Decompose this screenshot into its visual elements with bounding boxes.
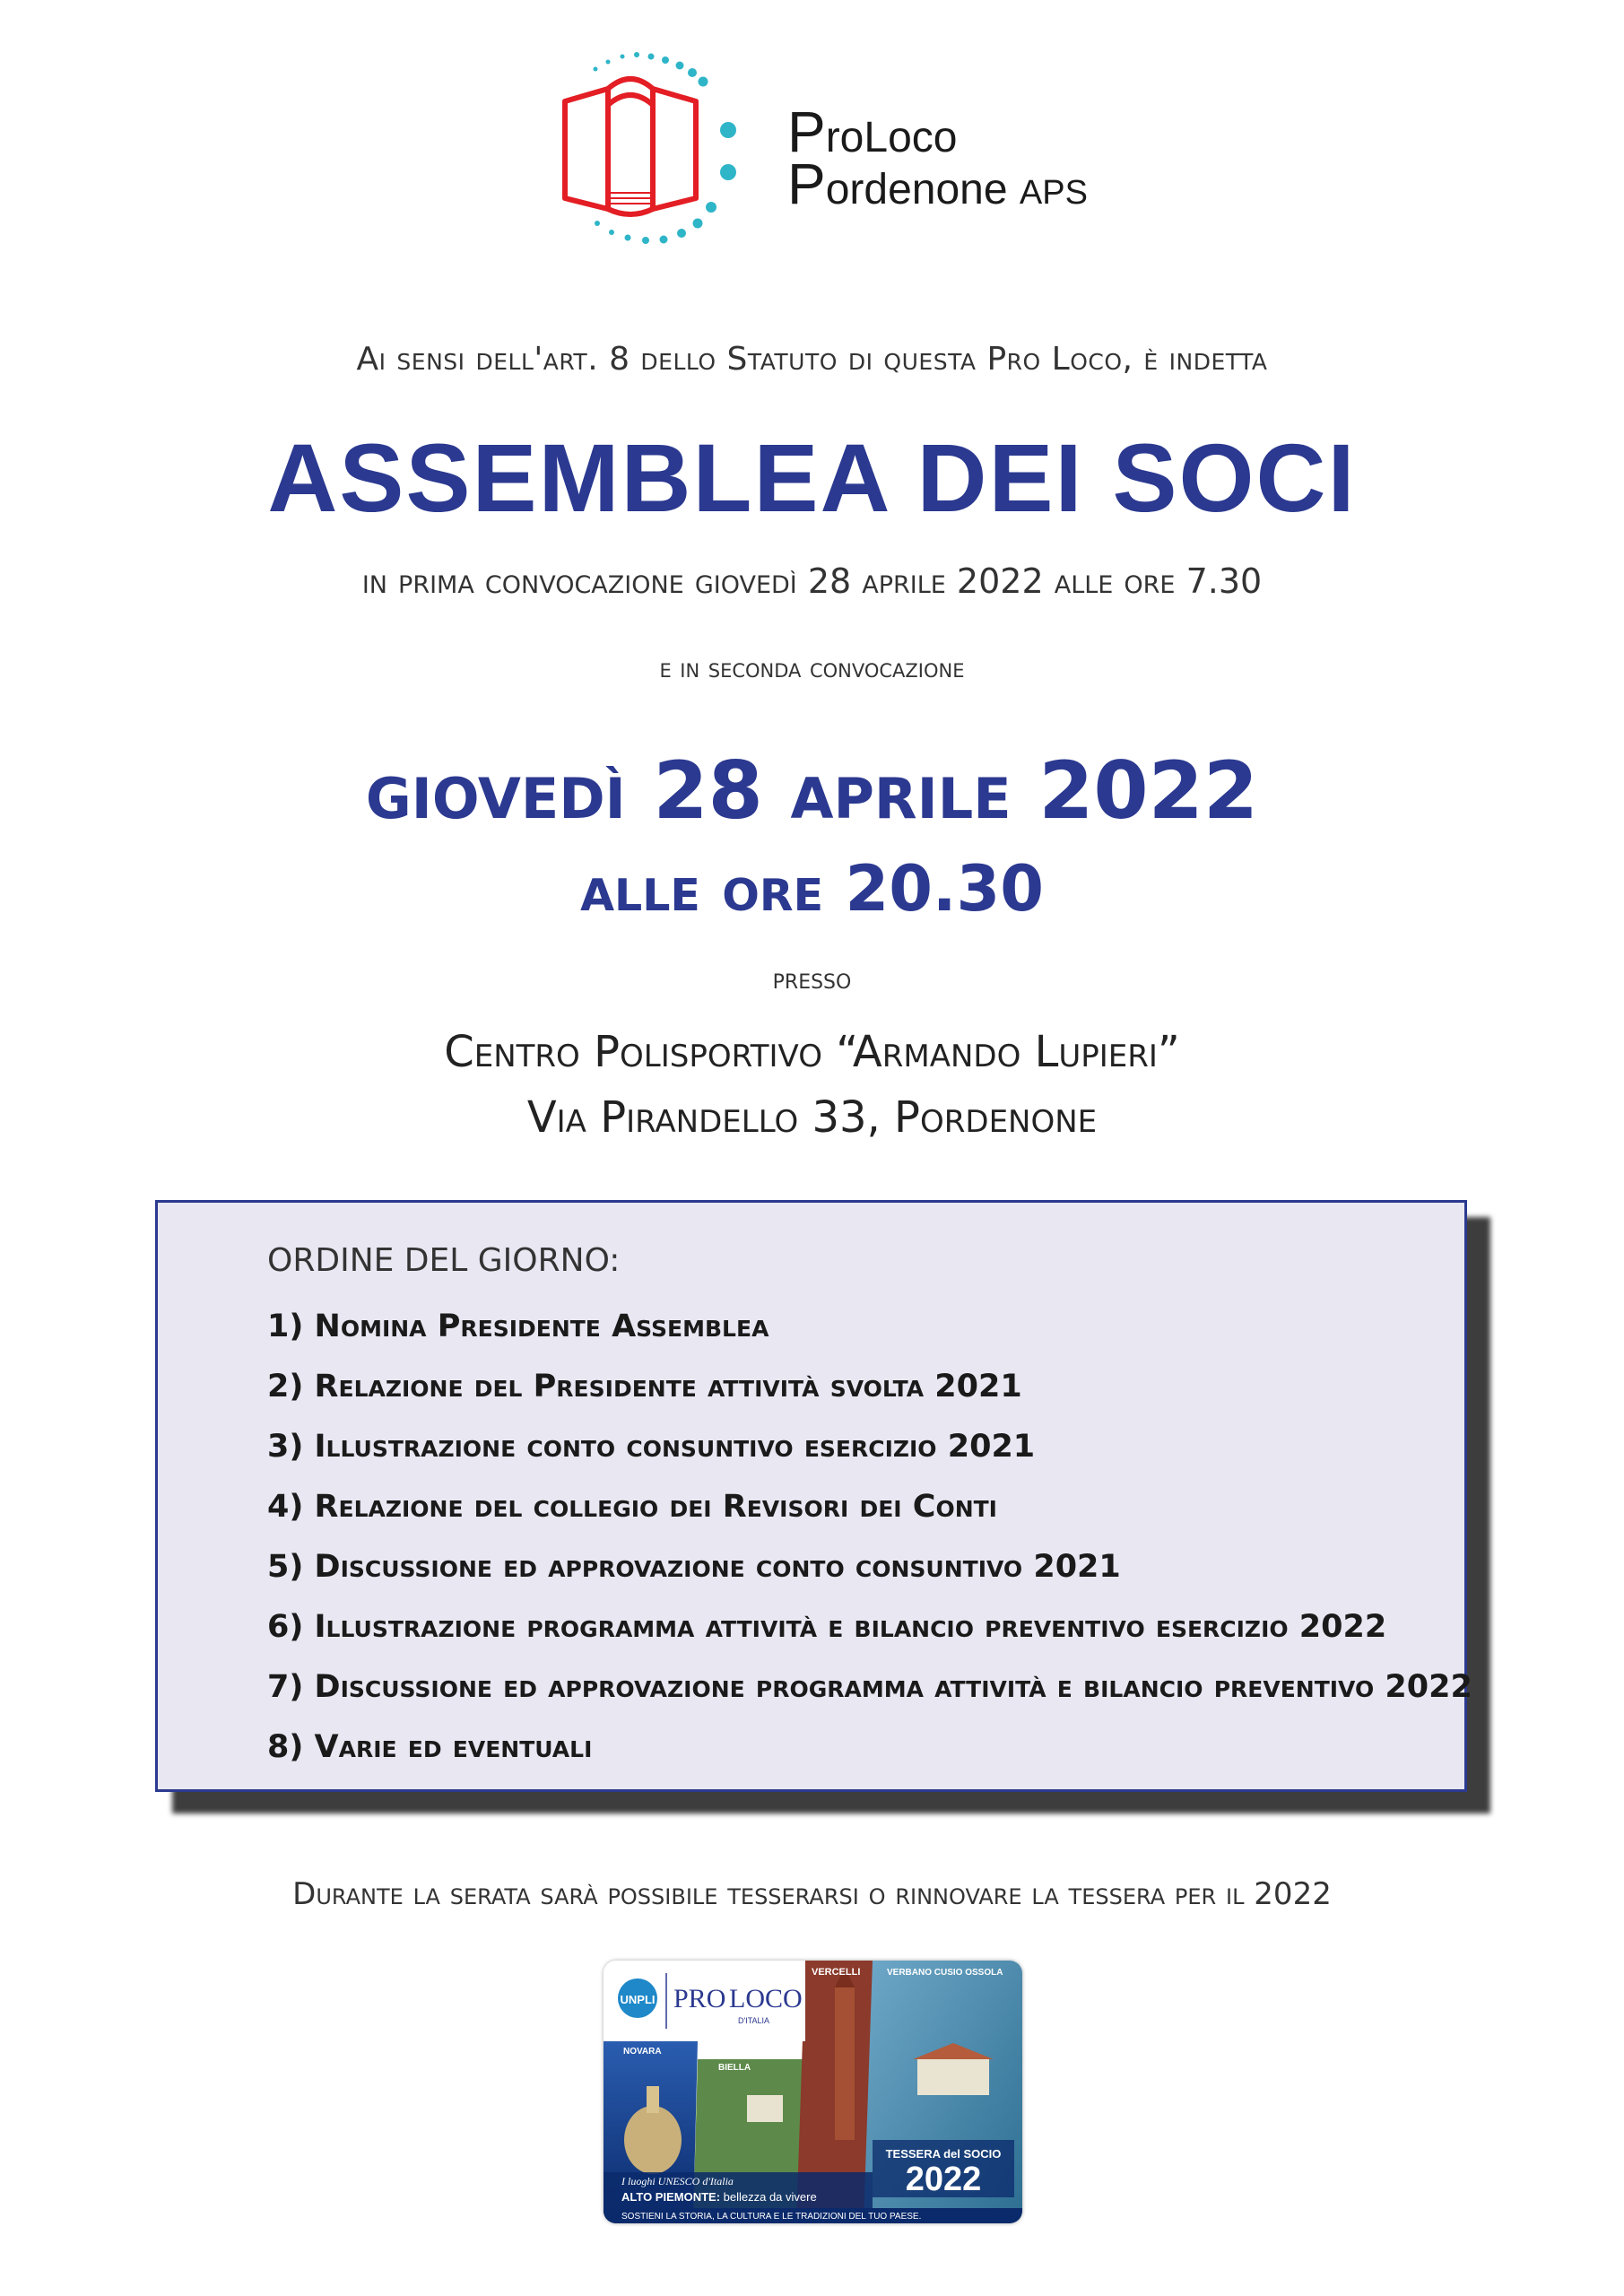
membership-note: Durante la serata sarà possibile tesserarsi o rinnovare la tessera per il 2022: [292, 1876, 1332, 1912]
unesco-text: I luoghi UNESCO d'Italia: [621, 2175, 734, 2187]
book-dots-icon: [554, 49, 778, 256]
agenda-item: 3) Illustrazione conto consuntivo esercizio 2021: [267, 1429, 1036, 1465]
region-label: VERCELLI: [812, 1967, 861, 1978]
agenda-item: 4) Relazione del collegio dei Revisori dei Conti: [267, 1489, 997, 1525]
membership-card-image: [604, 1961, 1022, 2223]
tessera-year: 2022: [905, 2161, 982, 2198]
alto-piemonte-bold: ALTO PIEMONTE: bellezza da vivere: [621, 2190, 817, 2204]
logo-initial-p1: P: [787, 100, 826, 164]
first-convocation-text: in prima convocazione giovedì 28 aprile 2022 alle ore 7.30: [361, 561, 1263, 601]
agenda-item: 7) Discussione ed approvazione programma attività e bilancio preventivo 2022: [267, 1669, 1472, 1705]
presso-label: presso: [772, 961, 852, 996]
logo-aps-text: APS: [1019, 174, 1088, 212]
region-label: NOVARA: [623, 2047, 662, 2057]
unpli-text: UNPLI: [620, 1993, 656, 2006]
cathedral-tower: [835, 1987, 855, 2140]
region-label: BIELLA: [718, 2063, 751, 2073]
agenda-item: 2) Relazione del Presidente attività svolta 2021: [267, 1369, 1022, 1405]
agenda-item: 1) Nomina Presidente Assemblea: [267, 1309, 769, 1344]
agenda-box: [155, 1200, 1472, 1792]
second-convocation-text: e in seconda convocazione: [659, 653, 965, 684]
agenda-item: 6) Illustrazione programma attività e bilancio preventivo esercizio 2022: [267, 1609, 1387, 1645]
intro-text: Ai sensi dell'art. 8 dello Statuto di questa Pro Loco, è indetta: [356, 341, 1268, 378]
meeting-time: alle ore 20.30: [580, 852, 1044, 926]
agenda-list: [267, 1297, 1472, 1778]
venue-address: Via Pirandello 33, Pordenone: [526, 1092, 1098, 1143]
card-ditalia-text: D'ITALIA: [738, 2016, 770, 2025]
region-label: VERBANO CUSIO OSSOLA: [887, 1968, 1003, 1978]
agenda-item: 5) Discussione ed approvazione conto consuntivo 2021: [267, 1549, 1121, 1585]
agenda-title: ORDINE DEL GIORNO:: [267, 1242, 621, 1279]
logo-proloco-text: roLoco: [825, 114, 958, 161]
card-slogan: SOSTIENI LA STORIA, LA CULTURA E LE TRADIZIONI DEL TUO PAESE.: [621, 2212, 922, 2222]
card-pro-text: PRO: [673, 1984, 726, 2013]
tessera-label: TESSERA del SOCIO: [885, 2147, 1002, 2161]
basilica-dome: [624, 2106, 682, 2174]
proloco-logo: [554, 49, 1110, 256]
agenda-item: 8) Varie ed eventuali: [267, 1729, 593, 1765]
page-title: ASSEMBLEA DEI SOCI: [267, 423, 1357, 532]
card-loco-text: LOCO: [729, 1984, 803, 2013]
logo-pordenone-text: ordenone: [825, 166, 1008, 213]
venue-name: Centro Polisportivo “Armando Lupieri”: [444, 1027, 1180, 1077]
logo-initial-p2: P: [787, 152, 826, 216]
logo-wordmark: [787, 100, 1088, 216]
meeting-date: giovedì 28 aprile 2022: [365, 744, 1259, 837]
